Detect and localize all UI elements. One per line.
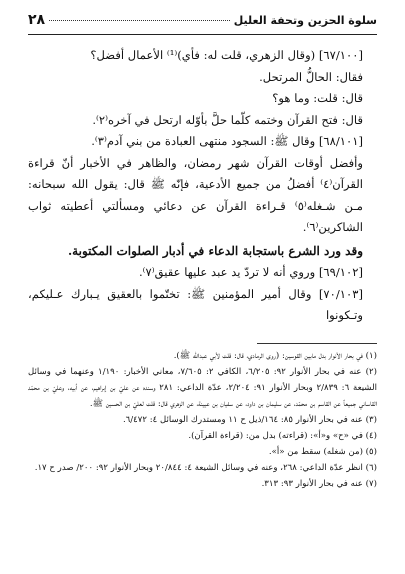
paragraph-prayer-heading: وقد ورد الشرع باستجابة الدعاء في أدبار الصلوات المكتوبة. <box>68 243 363 258</box>
running-title: سلوة الحزين وتحفة العليل <box>233 14 377 27</box>
header-rule <box>28 34 377 35</box>
paragraph-hadith-100: [٦٧/١٠٠] (وقال الزهري، قلت له: فأي)⁽¹⁾ الأعمال أفضل؟ <box>90 48 363 62</box>
footnotes <box>28 348 377 492</box>
paragraph-hadith-102: [٦٩/١٠٢] وروي أنه لا تردّ يد عبد عليها عقيق⁽٧⁾. <box>138 265 363 279</box>
footnote-5: (٥) (من شغله) سقط من «أ». <box>268 446 377 457</box>
footnote-7: (٧) عنه في بحار الأنوار ٩٣: ٣١٣. <box>261 478 377 489</box>
paragraph-best-times: وأفضل أوقات القرآن شهر رمضان، والظاهر في الأخبار أنّ قراءة القرآن⁽٤⁾ أفضلُ من جميع الأدعية، فإنّه ﷺ قال: يقول الله سبحانه: مـن شـغله⁽٥⁾ قـراءة القرآن عن دعائي ومسألتي أعطيته ثواب الشاكرين⁽٦⁾. <box>28 155 363 234</box>
paragraph-answer: فقال: الحالُّ المرتحل. <box>259 69 363 84</box>
footnote-3: (٣) عنه في بحار الأنوار ٨٥: ١٦٤/ذيل ح ١١ ومستدرك الوسائل ٤: ٦/٤٧٢. <box>122 414 377 425</box>
main-text <box>28 45 377 327</box>
paragraph-explanation: قال: فتح القرآن وختمه كلّما حلَّ بأوّله ارتحل في آخره⁽٢⁾. <box>92 112 363 127</box>
paragraph-question: قال: قلت: وما هو؟ <box>272 91 363 105</box>
footnote-4: (٤) في «ح» و«أ»: (قراءته) بدل من: (قراءة القرآن). <box>188 430 377 441</box>
paragraph-hadith-103: [٧٠/١٠٣] وقال أمير المؤمنين ﷺ: تختّموا بالعقيق يـبارك عـليكم، وتـكونوا <box>28 286 363 322</box>
footnote-1: (١) في بحار الأنوار بدل مابين القوسين: (روى الرمادي، قال: قلت لأبي عبدالله ﷺ). <box>173 350 377 361</box>
page-number: ٢٨ <box>28 12 46 28</box>
footnote-2: (٢) عنه في بحار الأنوار ٩٢: ٦/٢٠٥، الكافي ٢: ٧/٦٠٥، معاني الأخبار: ١/١٩٠ وعنهما في وسائل الشيعة ٦: ٢/٨٣٩ وبحار الأنوار ٩١: ٢/٢٠٤، عدّة الداعي: ٢٨١ وسنده عن عليّ بن إبراهيم، عن أبيه، وعليّ بن محمّد القاساني جميعاً عن القاسم بن محمّد، عن سليمان بن داود، عن سفيان بن عيينة، عن الزهري قال: قلت لعليّ بن الحسين ﷺ. <box>28 366 377 409</box>
page-header <box>28 12 377 30</box>
header-dot-leader <box>49 20 230 21</box>
paragraph-hadith-101: [٦٨/١٠١] وقال ﷺ: السجود منتهى العبادة من بني آدم⁽٣⁾. <box>91 134 363 148</box>
footnote-rule <box>257 343 377 344</box>
book-page <box>28 12 377 564</box>
footnote-6: (٦) انظر عدّة الداعي: ٢٦٨، وعنه في وسائل الشيعة ٤: ٢٠/٨٤٤ وبحار الأنوار ٩٢: ٢٠٠/ صدر ح ١٧. <box>34 462 377 473</box>
